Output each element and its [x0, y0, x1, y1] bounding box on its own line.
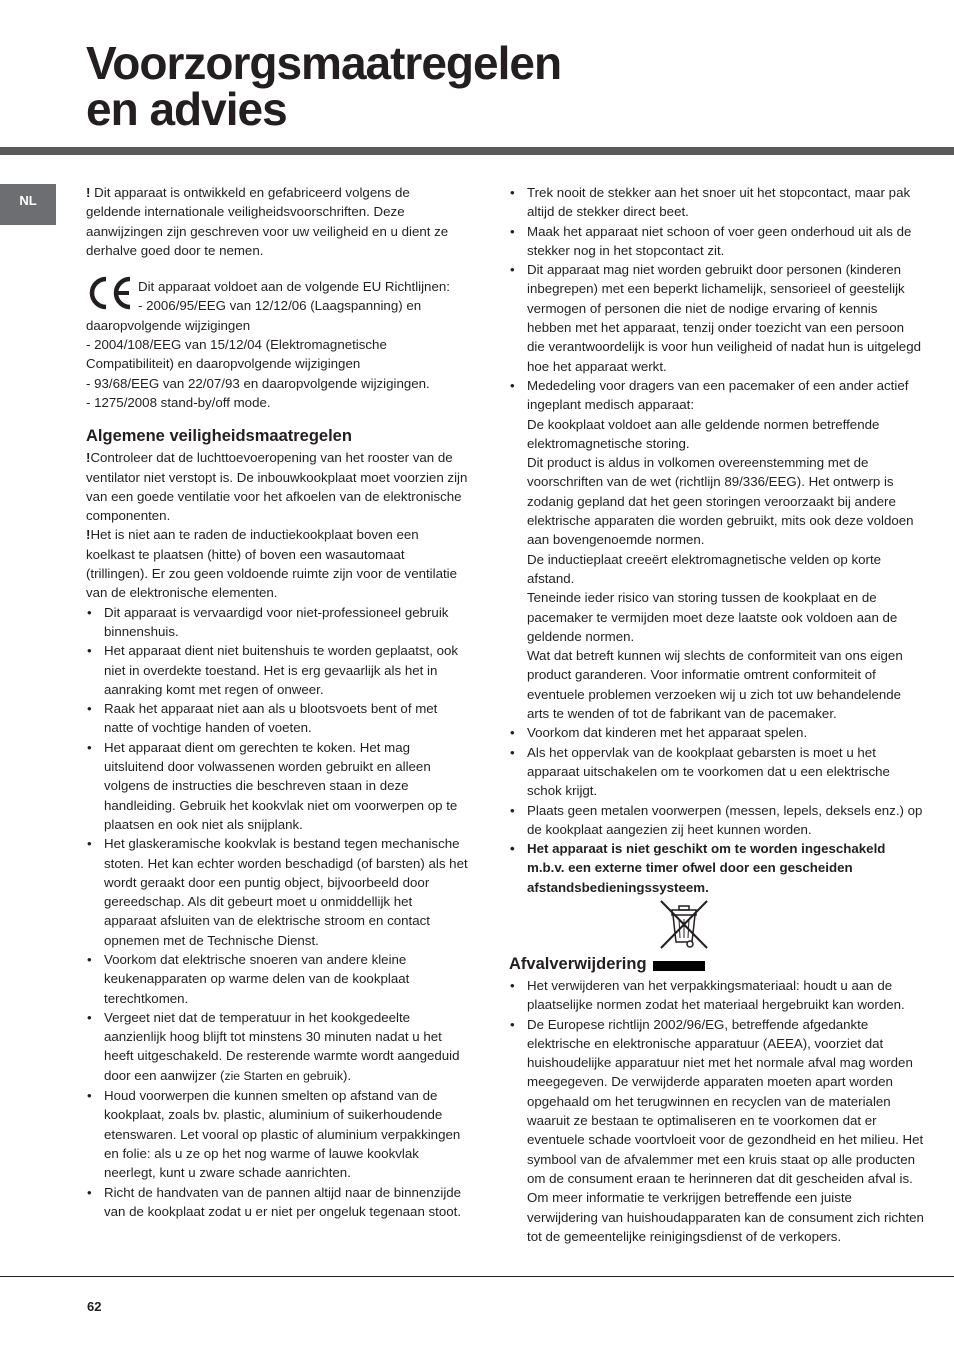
list-item: • Dit apparaat mag niet worden gebruikt door personen (kinderen inbegrepen) met een beperkt lichamelijk, sensorieel of geestelijk vermogen of personen die niet de nodige ervaring of kennis hebben met het apparaat, tenzij onder toezicht van een persoon die verantwoordelijk is voor hun veiligheid of nadat hun is uitgelegd hoe het apparaat werkt. [509, 260, 925, 376]
list-item: • Vergeet niet dat de temperatuur in het kookgedeelte aanzienlijk hoog blijft tot minstens 30 minuten nadat u het heeft uitgeschakeld. De resterende warmte wordt aangeduid door een aanwijzer (zie Starten en gebruik). [86, 1008, 468, 1086]
list-item: • De Europese richtlijn 2002/96/EG, betreffende afgedankte elektrische en elektronische apparatuur (AEEA), voorziet dat huishoudelijke apparatuur niet met het normale afval mag worden meegegeven. De verwijderde apparaten moeten apart worden opgehaald om het terugwinnen en recyclen van de materialen waaruit ze bestaan te optimaliseren en te voorkomen dat er eventuele schade voortvloeit voor de gezondheid en het milieu. Het symbool van de afvalemmer met een kruis staat op alle producten om de consument eraan te herinneren dat dit gescheiden afval is. Om meer informatie te verkrijgen betreffende een juiste verwijdering van huishoudapparaten kan de consument zich richten tot de gemeentelijke reinigingsdienst of de verkopers. [509, 1015, 925, 1247]
ce-declaration [86, 277, 468, 412]
list-item: • Houd voorwerpen die kunnen smelten op afstand van de kookplaat, zoals bv. plastic, aluminium of suikerhoudende etenswaren. Let vooral op plastic of aluminium verpakkingen en folie: als u ze op het nog warme of lauwe kookvlak neerlegt, kunt u zware schade aanrichten. [86, 1086, 468, 1182]
warning-paragraph: !Het is niet aan te raden de inductiekookplaat boven een koelkast te plaatsen (hitte) of boven een wasautomaat (trillingen). Er zou geen voldoende ruimte zijn voor de ventilatie van de elektronische elementen. [86, 527, 458, 601]
warning-paragraph: !Controleer dat de luchttoevoeropening van het rooster van de ventilator niet verstopt is. De inbouwkookplaat moet voorzien zijn van een goede ventilatie voor het afkoelen van de elektronische componenten. [86, 450, 468, 524]
list-item: • Richt de handvaten van de pannen altijd naar de binnenzijde van de kookplaat zodat u er niet per ongeluk tegenaan stoot. [86, 1183, 468, 1222]
page-number: 62 [87, 1299, 102, 1314]
list-item: • Voorkom dat kinderen met het apparaat spelen. [509, 723, 925, 742]
list-item: • Het glaskeramische kookvlak is bestand tegen mechanische stoten. Het kan echter worden beschadigd (of barsten) als het wordt geraakt door een puntig object, bijvoorbeeld door gereedschap. Als dit gebeurt moet u onmiddellijk het apparaat afsluiten van de elektrische stroom en contact opnemen met de Technische Dienst. [86, 834, 468, 950]
list-item: • Als het oppervlak van de kookplaat gebarsten is moet u het apparaat uitschakelen om te voorkomen dat u een elektrische schok krijgt. [509, 743, 925, 801]
ce-line: - 2004/108/EEG van 15/12/04 (Elektromagnetische Compatibiliteit) en daaropvolgende wijzigingen [86, 337, 387, 372]
warning-mark: ! [86, 450, 91, 466]
list-item: • Voorkom dat elektrische snoeren van andere kleine keukenapparaten op warme delen van de kookplaat terechtkomen. [86, 950, 468, 1008]
header-divider [0, 147, 954, 155]
safety-list [509, 183, 925, 897]
list-item: • Plaats geen metalen voorwerpen (messen, lepels, deksels enz.) op de kookplaat aangezien zij heet kunnen worden. [509, 801, 925, 840]
safety-list [86, 603, 468, 1222]
list-item-bold: • Het apparaat is niet geschikt om te worden ingeschakeld m.b.v. een externe timer ofwel door een gescheiden afstandsbedieningssysteem. [509, 839, 925, 897]
ce-line: - 93/68/EEG van 22/07/93 en daaropvolgende wijzigingen. [86, 375, 430, 391]
footer-divider [0, 1276, 954, 1277]
list-item: • Het verwijderen van het verpakkingsmateriaal: houdt u aan de plaatselijke normen zodat het materiaal hergebruikt kan worden. [509, 976, 925, 1015]
left-column [86, 183, 468, 1221]
ce-mark-icon [86, 273, 134, 313]
page-title-line2: en advies [86, 83, 287, 135]
warning-mark: ! [86, 185, 91, 200]
ce-line: - 2006/95/EEG van 12/12/06 (Laagspanning) en daaropvolgende wijzigingen [86, 298, 422, 333]
disposal-list [509, 976, 925, 1246]
cross-reference: zie Starten en gebruik [224, 1068, 344, 1083]
disposal-heading-row [509, 954, 925, 975]
list-item: • Het apparaat dient niet buitenshuis te worden geplaatst, ook niet in overdekte toestand. Het is erg gevaarlijk als het in aanraking komt met regen of onweer. [86, 641, 468, 699]
intro-paragraph: ! Dit apparaat is ontwikkeld en gefabriceerd volgens de geldende internationale veiligheidsvoorschriften. Deze aanwijzingen zijn geschreven voor uw veiligheid en u dient ze derhalve goed door te nemen. [86, 185, 449, 258]
section-heading: Algemene veiligheidsmaatregelen [86, 427, 352, 446]
list-item: • Maak het apparaat niet schoon of voer geen onderhoud uit als de stekker nog in het stopcontact zit. [509, 222, 925, 261]
crossed-bin-icon [657, 900, 711, 952]
list-item-pacemaker: • Mededeling voor dragers van een pacemaker of een ander actief ingeplant medisch apparaat: De kookplaat voldoet aan alle geldende normen betreffende elektromagnetische storing. Dit product is aldus in volkomen overeenstemming met de voorschriften van de wet (richtlijn 89/336/EEG). Het ontwerp is zodanig gepland dat het geen storingen veroorzaakt bij andere elektrische apparaten die worden gebruikt, mits ook deze voldoen aan bovengenoemde normen. De inductieplaat creeërt elektromagnetische velden op korte afstand. Teneinde ieder risico van storing tussen de kookplaat en de pacemaker te vermijden moet deze laatste ook voldoen aan de geldende normen. Wat dat betreft kunnen wij slechts de conformiteit van ons eigen product garanderen. Voor informatie omtrent conformiteit of eventuele problemen verzoeken wij u zich tot uw behandelende arts te wenden of tot de fabrikant van de pacemaker. [509, 376, 925, 723]
list-item: • Trek nooit de stekker aan het snoer uit het stopcontact, maar pak altijd de stekker direct beet. [509, 183, 925, 222]
list-item: • Het apparaat dient om gerechten te koken. Het mag uitsluitend door volwassenen worden gebruikt en alleen volgens de instructies die beschreven staan in deze handleiding. Gebruik het kookvlak niet om voorwerpen op te plaatsen en ook niet als snijplank. [86, 738, 468, 834]
disposal-bar [653, 961, 705, 971]
page-title-line1: Voorzorgsmaatregelen [86, 37, 562, 89]
list-item: • Raak het apparaat niet aan als u blootsvoets bent of met natte of vochtige handen of voeten. [86, 699, 468, 738]
ce-line: - 1275/2008 stand-by/off mode. [86, 394, 271, 410]
section-heading: Afvalverwijdering [509, 954, 647, 973]
warning-mark: ! [86, 527, 91, 543]
ce-line: Dit apparaat voldoet aan de volgende EU Richtlijnen: [138, 279, 450, 295]
list-item: • Dit apparaat is vervaardigd voor niet-professioneel gebruik binnenshuis. [86, 603, 468, 642]
page-title [86, 37, 562, 135]
right-column [509, 183, 925, 1246]
language-tab: NL [0, 184, 56, 225]
